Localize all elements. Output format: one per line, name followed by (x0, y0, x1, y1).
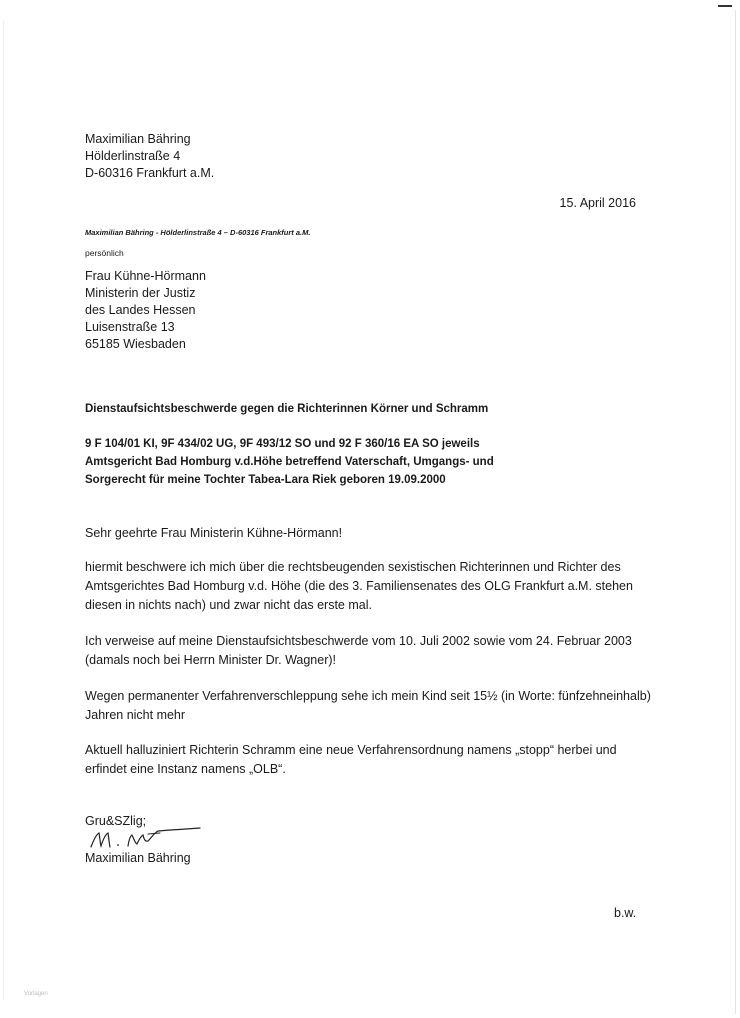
paragraph-line: (damals noch bei Herrn Minister Dr. Wagner)! (85, 653, 337, 667)
paragraph-line: Jahren nicht mehr (85, 708, 186, 722)
paragraph-line: Wegen permanenter Verfahrenverschleppung sehe ich mein Kind seit 15½ (in Worte: fünfzehneinhalb) (85, 689, 651, 703)
closing: Gru&SZlig; (85, 814, 147, 828)
recipient-line: Ministerin der Justiz (85, 286, 196, 300)
recipient-line: Frau Kühne-Hörmann (85, 269, 206, 283)
sender-street: Hölderlinstraße 4 (85, 149, 181, 163)
sender-name: Maximilian Bähring (85, 132, 191, 146)
body-paragraph (85, 558, 665, 615)
handwritten-signature (88, 825, 208, 853)
letter-date: 15. April 2016 (559, 196, 636, 210)
paragraph-line: erfindet eine Instanz namens „OLB“. (85, 762, 286, 776)
paragraph-line: hiermit beschwere ich mich über die rechtsbeugenden sexistischen Richterinnen und Richter des (85, 560, 621, 574)
salutation: Sehr geehrte Frau Ministerin Kühne-Hörmann! (85, 526, 343, 540)
body-paragraph (85, 741, 665, 779)
reference-line: Sorgerecht für meine Tochter Tabea-Lara Riek geboren 19.09.2000 (85, 474, 446, 486)
reference-block (85, 435, 494, 489)
reference-line: 9 F 104/01 KI, 9F 434/02 UG, 9F 493/12 SO und 92 F 360/16 EA SO jeweils (85, 438, 480, 450)
paragraph-line: Ich verweise auf meine Dienstaufsichtsbeschwerde vom 10. Juli 2002 sowie vom 24. Februar 2003 (85, 634, 632, 648)
body-paragraph (85, 632, 665, 670)
body-paragraph (85, 687, 665, 725)
continuation-note: b.w. (614, 906, 637, 920)
recipient-line: Luisenstraße 13 (85, 320, 175, 334)
signature-name: Maximilian Bähring (85, 851, 191, 865)
scan-edge-left (3, 20, 4, 1000)
personal-note: persönlich (85, 248, 124, 258)
recipient-address (85, 268, 206, 353)
recipient-line: 65185 Wiesbaden (85, 337, 186, 351)
scan-edge-right (735, 10, 736, 1014)
paragraph-line: Amtsgerichtes Bad Homburg v.d. Höhe (die des 3. Familiensenates des OLG Frankfurt a.M. stehen (85, 579, 633, 593)
paragraph-line: Aktuell halluziniert Richterin Schramm eine neue Verfahrensordnung namens „stopp“ herbei und (85, 743, 617, 757)
sender-city: D-60316 Frankfurt a.M. (85, 166, 215, 180)
reference-line: Amtsgericht Bad Homburg v.d.Höhe betreffend Vaterschaft, Umgangs- und (85, 456, 494, 468)
sender-address (85, 131, 214, 182)
subject-line: Dienstaufsichtsbeschwerde gegen die Richterinnen Körner und Schramm (85, 403, 489, 415)
scan-mark (718, 5, 732, 7)
footer-watermark: Vorlagen (24, 991, 48, 997)
recipient-line: des Landes Hessen (85, 303, 196, 317)
return-address: Maximilian Bähring - Hölderlinstraße 4 – D-60316 Frankfurt a.M. (85, 228, 311, 237)
paragraph-line: diesen in nichts nach) und zwar nicht das erste mal. (85, 598, 372, 612)
